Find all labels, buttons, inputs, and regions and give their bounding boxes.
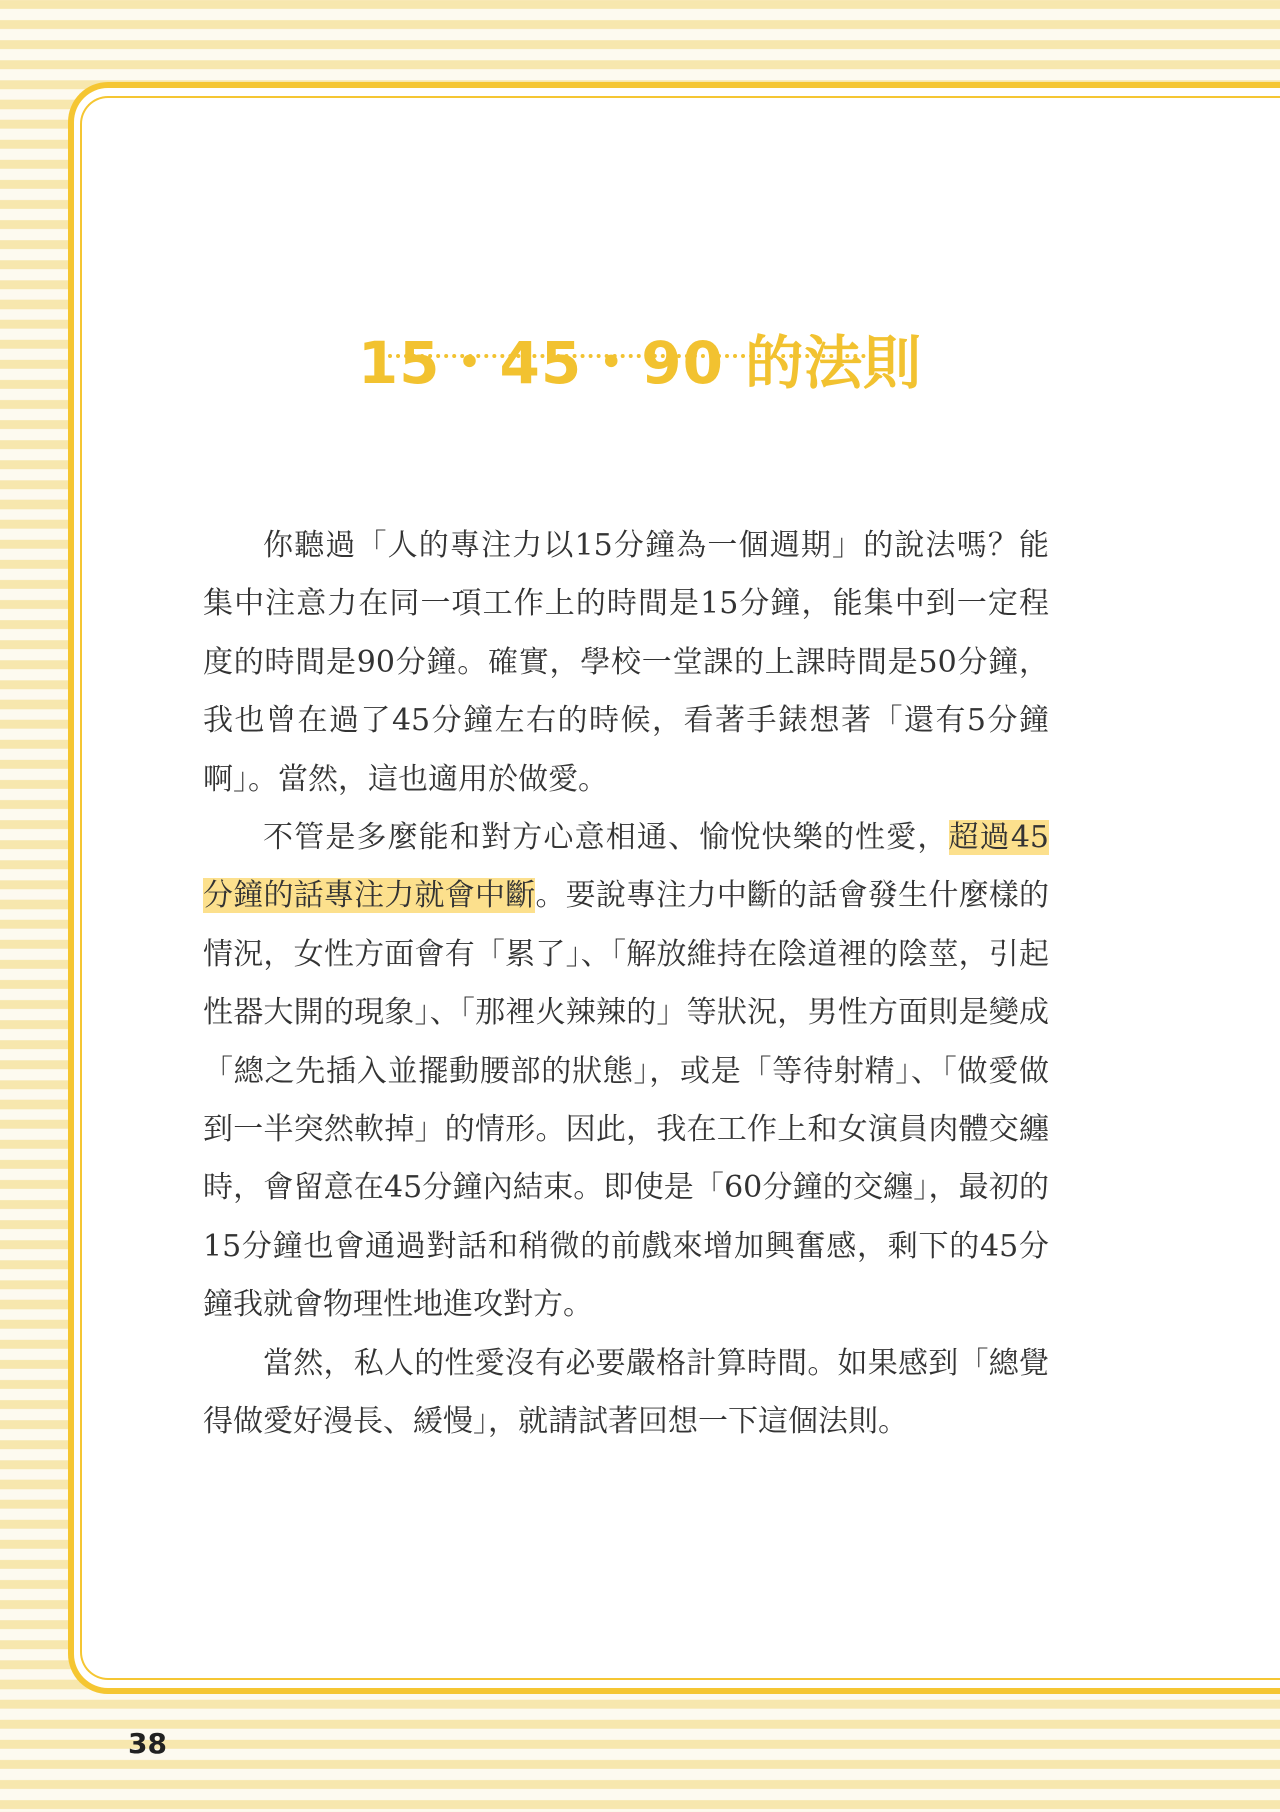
page-title: 15・45・90 的法則 [357,328,923,397]
paragraph-2-text-start: 不管是多麼能和對方心意相通、愉悅快樂的性愛， [263,820,949,856]
paragraph-1-text: 你聽過「人的專注力以15分鐘為一個週期」的說法嗎？能集中注意力在同一項工作上的時間是15分鐘，能集中到一定程度的時間是90分鐘。確實，學校一堂課的上課時間是50分鐘，我也曾在過了45分鐘左右的時候，看著手錶想著「還有5分鐘啊」。當然，這也適用於做愛。 [203,528,1049,797]
body-text [203,517,1049,1452]
paragraph-3 [203,1335,1049,1452]
paragraph-2-text-end: 。要說專注力中斷的話會發生什麼樣的情況，女性方面會有「累了」、「解放維持在陰道裡的陰莖，引起性器大開的現象」、「那裡火辣辣的」等狀況，男性方面則是變成「總之先插入並擺動腰部的狀態」，或是「等待射精」、「做愛做到一半突然軟掉」的情形。因此，我在工作上和女演員肉體交纏時，會留意在45分鐘內結束。即使是「60分鐘的交纏」，最初的15分鐘也會通過對話和稍微的前戲來增加興奮感，剩下的45分鐘我就會物理性地進攻對方。 [203,878,1050,1323]
page-number: 38 [128,1727,167,1760]
paragraph-1 [203,517,1049,809]
highlighted-phrase: 超過45分鐘的話專注力就會中斷 [203,820,1049,914]
paragraph-2 [203,809,1049,1335]
paragraph-3-text: 當然，私人的性愛沒有必要嚴格計算時間。如果感到「總覺得做愛好漫長、緩慢」，就請試著回想一下這個法則。 [203,1345,1049,1440]
title-dotted-underline [388,354,866,358]
